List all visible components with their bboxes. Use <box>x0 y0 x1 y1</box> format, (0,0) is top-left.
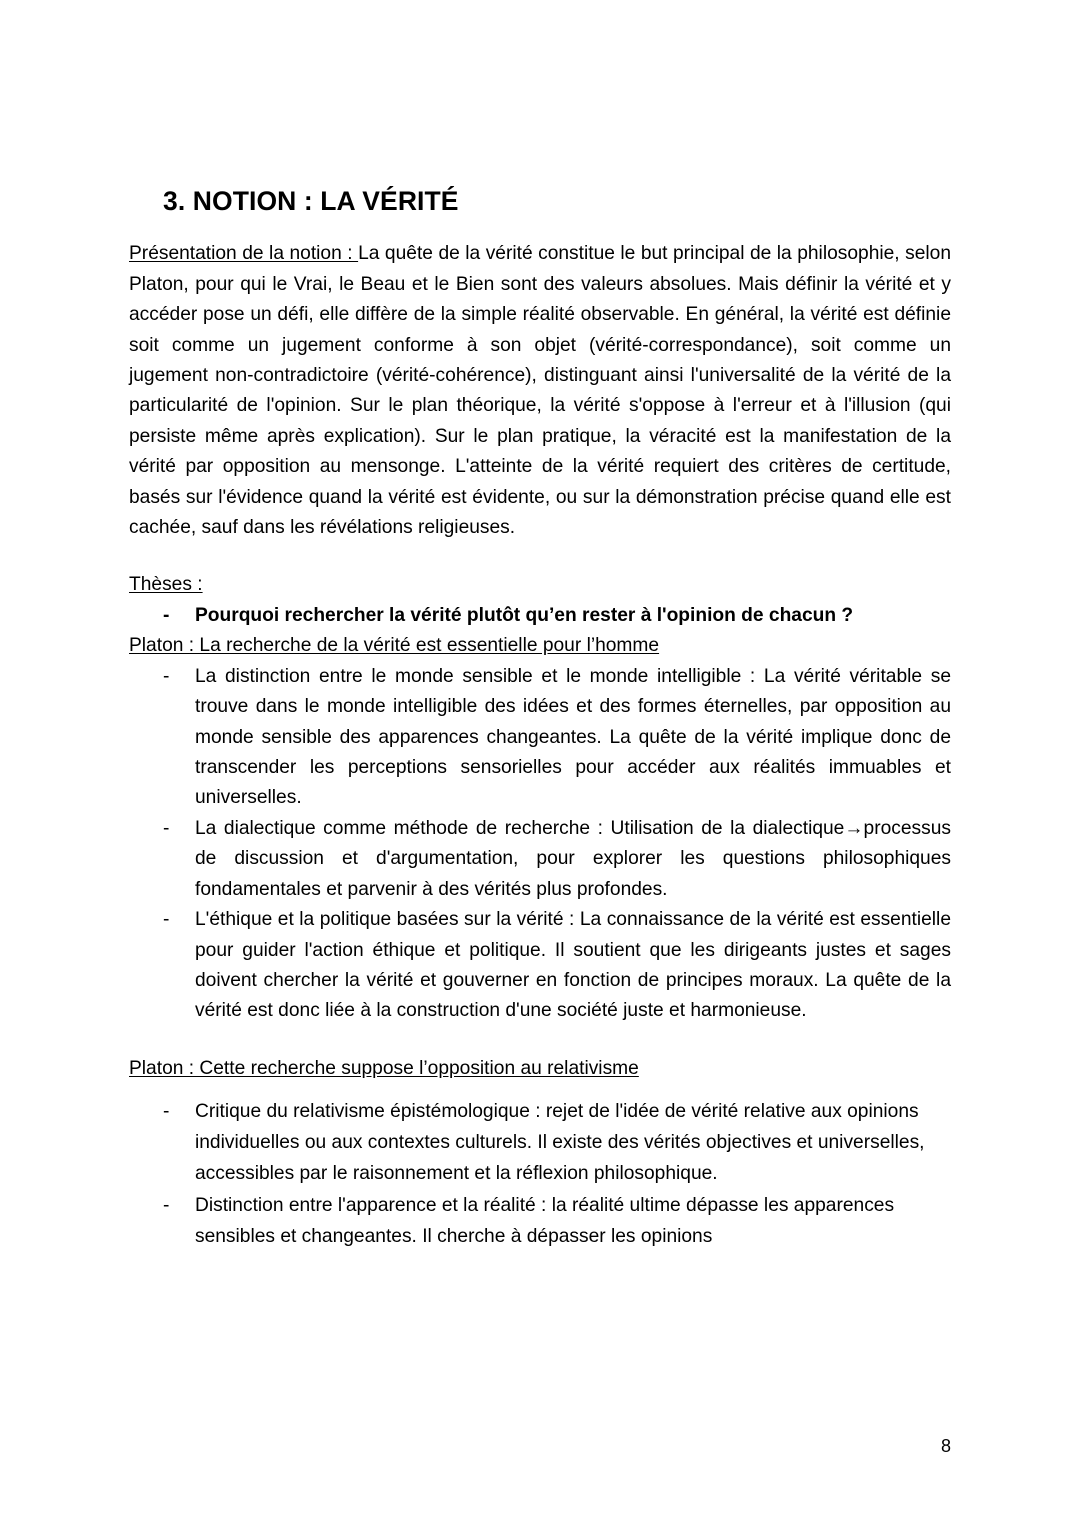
list-item <box>129 1190 951 1252</box>
section-two-bullet-list <box>129 1096 951 1251</box>
list-item-text: La dialectique comme méthode de recherche : Utilisation de la dialectique→processus de discussion et d'argumentation, pour explorer les questions philosophiques fondamentales et parvenir à des vérités plus profondes. <box>195 817 951 900</box>
list-item <box>129 662 951 814</box>
theses-question-list <box>129 601 951 631</box>
presentation-paragraph <box>129 239 951 543</box>
list-item <box>129 905 951 1027</box>
list-item-text: L'éthique et la politique basées sur la vérité : La connaissance de la vérité est essentielle pour guider l'action éthique et politique. Il soutient que les dirigeants justes et sages doivent chercher la vérité et gouverner en fonction de principes moraux. La quête de la vérité est donc liée à la construction d'une société juste et harmonieuse. <box>195 909 951 1022</box>
section-two-heading-text: Platon : Cette recherche suppose l’opposition au relativisme <box>129 1057 639 1079</box>
page-number: 8 <box>940 1436 951 1456</box>
list-item <box>129 1096 951 1189</box>
bullet-dash-icon: - <box>163 604 170 626</box>
list-item-text: La distinction entre le monde sensible et le monde intelligible : La vérité véritable se trouve dans le monde intelligible des idées et des formes éternelles, par opposition au monde sensible des apparences changeantes. La quête de la vérité implique donc de transcender les perceptions sensorielles pour accéder aux réalités immuables et universelles. <box>195 665 951 809</box>
theses-question-item <box>129 601 951 631</box>
presentation-text: La quête de la vérité constitue le but principal de la philosophie, selon Platon, pour qui le Vrai, le Beau et le Bien sont des valeurs absolues. Mais définir la vérité et y accéder pose un défi, elle diffère de la simple réalité observable. En général, la vérité est définie soit comme un jugement conforme à son objet (vérité-correspondance), soit comme un jugement non-contradictoire (vérité-cohérence), distinguant ainsi l'universalité de la vérité de la particularité de l'opinion. Sur le plan théorique, la vérité s'oppose à l'erreur et à l'illusion (qui persiste même après explication). Sur le plan pratique, la véracité est la manifestation de la vérité par opposition au mensonge. L'atteinte de la vérité requiert des critères de certitude, basés sur l'évidence quand la vérité est évidente, ou sur la démonstration précise quand elle est cachée, sauf dans les révélations religieuses. <box>129 243 951 539</box>
bullet-dash-icon: - <box>163 1194 170 1216</box>
list-item-text: Critique du relativisme épistémologique : rejet de l'idée de vérité relative aux opinions individuelles ou aux contextes culturels. Il existe des vérités objectives et universelles, accessibles par le raisonnement et la réflexion philosophique. <box>195 1101 925 1185</box>
bullet-dash-icon: - <box>163 665 170 687</box>
page-title: 3. NOTION : LA VÉRITÉ <box>163 186 459 216</box>
section-one-bullet-list <box>129 662 951 1027</box>
section-one-heading <box>129 631 951 661</box>
list-item-text: Distinction entre l'apparence et la réalité : la réalité ultime dépasse les apparences sensibles et changeantes. Il cherche à dépasser les opinions <box>195 1194 895 1247</box>
section-two-heading <box>129 1054 951 1084</box>
bullet-dash-icon: - <box>163 817 170 839</box>
bullet-dash-icon: - <box>163 909 170 931</box>
list-item <box>129 814 951 905</box>
document-body <box>129 186 951 1252</box>
bullet-dash-icon: - <box>163 1101 170 1123</box>
theses-label <box>129 570 951 600</box>
presentation-label: Présentation de la notion : <box>129 243 359 265</box>
section-one-heading-text: Platon : La recherche de la vérité est essentielle pour l’homme <box>129 635 660 657</box>
theses-question-text: Pourquoi rechercher la vérité plutôt qu’en rester à l'opinion de chacun ? <box>195 604 854 626</box>
theses-label-text: Thèses : <box>129 574 203 596</box>
